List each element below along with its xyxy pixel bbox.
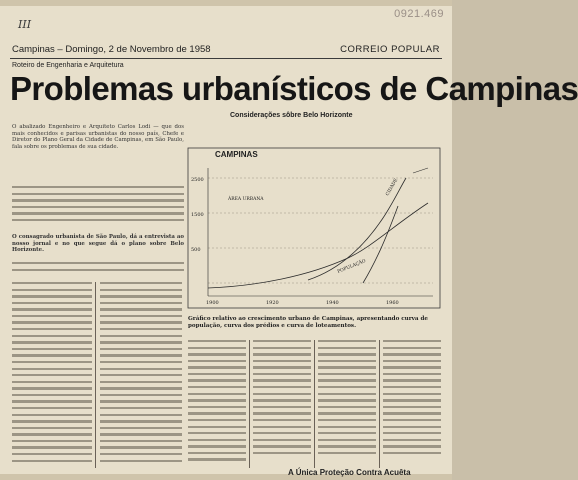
handwritten-mark: III	[18, 18, 32, 31]
paper-edge-top	[0, 0, 452, 6]
chart-label: ÁREA URBANA	[228, 197, 264, 202]
y-tick-label: 1500	[191, 212, 204, 218]
growth-chart	[188, 148, 440, 308]
next-article-headline: A Única Proteção Contra Acuêta	[288, 468, 411, 477]
annotation-line	[413, 168, 428, 173]
text-column-1	[12, 282, 92, 468]
text-column-2	[100, 282, 182, 468]
text-column-6	[383, 340, 441, 462]
y-tick-label: 500	[191, 247, 201, 253]
x-tick-label: 1940	[326, 300, 339, 306]
archive-stamp: 0921.469	[394, 8, 444, 20]
text-column-4	[253, 340, 311, 462]
chart-label: POPULAÇÃO	[336, 258, 367, 275]
headline: Problemas urbanísticos de Campinas	[10, 70, 578, 107]
x-tick-label: 1920	[266, 300, 279, 306]
masthead-date: Campinas – Domingo, 2 de Novembro de 1958	[12, 44, 211, 55]
lead-paragraph-continued	[12, 186, 184, 222]
chart-title: CAMPINAS	[215, 150, 258, 159]
chart-label: CIDADE	[385, 178, 400, 197]
masthead-paper-name: CORREIO POPULAR	[340, 44, 440, 55]
text-column-3	[188, 340, 246, 468]
column-divider	[95, 282, 96, 468]
boxed-paragraph-continued	[12, 262, 184, 274]
lead-paragraph: O abalizado Engenheiro e Arquiteto Carlos Lodi — que dos mais conhecidos e parisas urbanistas do nosso país, Chefe e Diretor do Plano Geral da Cidade de Campinas, em São Paulo, fala sobre os problemas de sua cidade.	[12, 124, 184, 150]
x-tick-label: 1960	[386, 300, 399, 306]
city-curve	[363, 206, 398, 283]
column-divider	[314, 340, 315, 468]
x-tick-label: 1900	[206, 300, 219, 306]
column-divider	[379, 340, 380, 468]
boxed-paragraph: O consagrado urbanista de São Paulo, dá a entrevista ao nosso jornal e no que segue dá o plano sobre Belo Horizonte.	[12, 234, 184, 254]
column-divider	[249, 340, 250, 468]
masthead	[10, 44, 442, 58]
masthead-rule	[10, 58, 442, 59]
section-kicker: Roteiro de Engenharia e Arquitetura	[12, 62, 124, 69]
population-curve	[208, 203, 428, 288]
subheadline: Considerações sôbre Belo Horizonte	[230, 112, 353, 119]
y-tick-label: 2500	[191, 177, 204, 183]
chart-caption: Gráfico relativo ao crescimento urbano de Campinas, apresentando curva de população, curva dos prédios e curva de loteamentos.	[188, 316, 428, 329]
text-column-5	[318, 340, 376, 462]
